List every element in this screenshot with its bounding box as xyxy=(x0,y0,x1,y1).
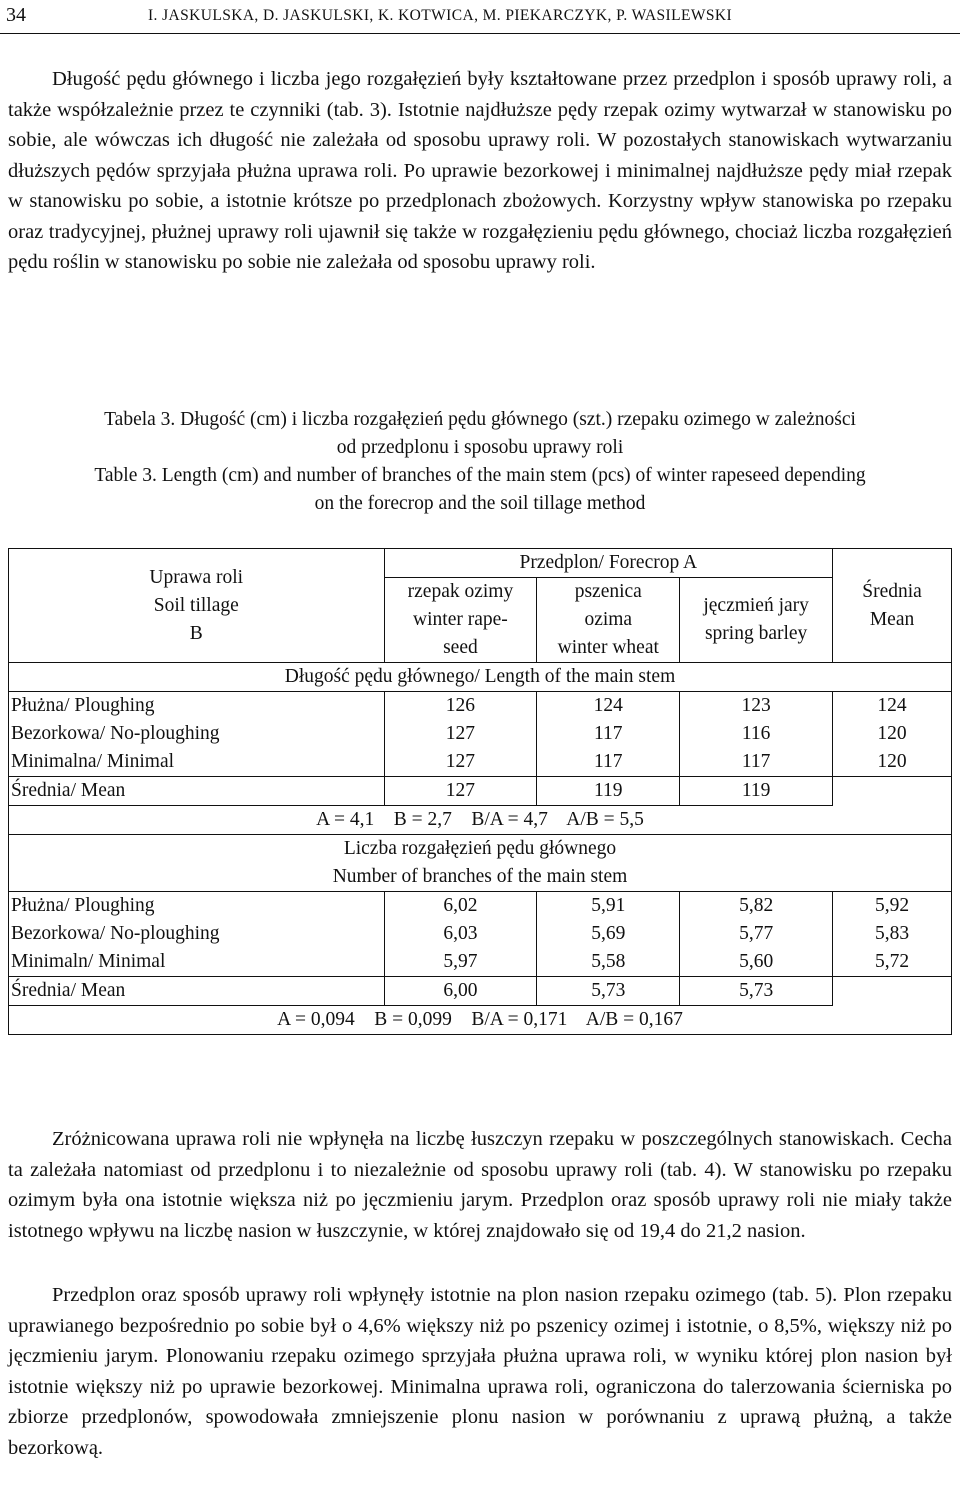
cell-mean: 120 xyxy=(833,748,952,777)
mean-header-pl: Średnia xyxy=(862,580,922,602)
cell-barley: 5,73 xyxy=(680,977,833,1006)
table-row xyxy=(9,948,952,977)
cell-wheat: 5,58 xyxy=(537,948,680,977)
cell-rapeseed: 6,03 xyxy=(384,920,537,948)
running-head: I. JASKULSKA, D. JASKULSKI, K. KOTWICA, M. PIEKARCZYK, P. WASILEWSKI xyxy=(148,7,733,24)
cell-rapeseed: 6,02 xyxy=(384,892,537,921)
table-caption-polish xyxy=(8,406,952,462)
row-label: Płużna/ Ploughing xyxy=(9,892,385,921)
row-label: Średnia/ Mean xyxy=(9,777,385,806)
row-label: Średnia/ Mean xyxy=(9,977,385,1006)
caption-pl-line2: od przedplonu i sposobu uprawy roli xyxy=(336,437,624,458)
col-barley-en: spring barley xyxy=(704,623,808,644)
tillage-header-cell xyxy=(9,549,385,663)
header-rule xyxy=(0,33,960,34)
cell-rapeseed: 5,97 xyxy=(384,948,537,977)
cell-wheat: 119 xyxy=(537,777,680,806)
table-caption-english xyxy=(8,462,952,518)
page-header xyxy=(0,0,960,34)
cell-barley: 123 xyxy=(680,692,833,721)
table-row xyxy=(9,777,952,806)
row-label: Minimaln/ Minimal xyxy=(9,948,385,977)
row-label: Płużna/ Ploughing xyxy=(9,692,385,721)
col-wheat-1: pszenica xyxy=(537,578,680,607)
table-row xyxy=(9,977,952,1006)
caption-en-line1: Table 3. Length (cm) and number of branches of the main stem (pcs) of winter rapeseed depending xyxy=(94,465,866,486)
cell-rapeseed: 127 xyxy=(384,777,537,806)
tillage-header-factor: B xyxy=(189,622,203,644)
mean-header-cell xyxy=(833,549,952,663)
cell-rapeseed: 6,00 xyxy=(384,977,537,1006)
row-label: Bezorkowa/ No-ploughing xyxy=(9,920,385,948)
table-row xyxy=(9,892,952,921)
cell-rapeseed: 126 xyxy=(384,692,537,721)
cell-wheat: 5,73 xyxy=(537,977,680,1006)
col-barley-header xyxy=(680,578,833,663)
col-rapeseed-3: seed xyxy=(384,634,537,663)
branches-section-heading-en: Number of branches of the main stem xyxy=(9,863,952,892)
table-row xyxy=(9,920,952,948)
cell-mean: 5,72 xyxy=(833,948,952,977)
tillage-header-en: Soil tillage xyxy=(153,594,239,616)
cell-barley: 5,60 xyxy=(680,948,833,977)
caption-en-line2: on the forecrop and the soil tillage method xyxy=(314,493,646,514)
cell-wheat: 117 xyxy=(537,720,680,748)
cell-rapeseed: 127 xyxy=(384,748,537,777)
paragraph-3: Przedplon oraz sposób uprawy roli wpłynęły istotnie na plon nasion rzepaku ozimego (tab. 5). Plon rzepaku uprawianego bezpośrednio po sobie był o 4,6% większy niż po pszenicy ozimej i istotnie, o 8,5%, większy niż po jęczmieniu jarym. Plonowaniu rzepaku ozimego sprzyjała płużna uprawa roli, w wyniku której plon nasion był istotnie większy niż po uprawie bezorkowej. Minimalna uprawa roli, ograniczona do talerzowania ścierniska po zbiorze przedplonów, spowodowała zmniejszenie plonu nasion w porównaniu z uprawą płużną, a także bezorkową. xyxy=(8,1284,952,1459)
row-label: Bezorkowa/ No-ploughing xyxy=(9,720,385,748)
branches-lsd: A = 0,094 B = 0,099 B/A = 0,171 A/B = 0,167 xyxy=(9,1006,952,1035)
cell-mean: 5,83 xyxy=(833,920,952,948)
col-rapeseed-2: winter rape- xyxy=(384,606,537,634)
forecrop-header: Przedplon/ Forecrop A xyxy=(384,549,833,578)
cell-mean: 120 xyxy=(833,720,952,748)
table-row xyxy=(9,748,952,777)
length-section-heading: Długość pędu głównego/ Length of the main stem xyxy=(9,663,952,692)
cell-barley: 5,82 xyxy=(680,892,833,921)
cell-wheat: 5,69 xyxy=(537,920,680,948)
paragraph-1: Długość pędu głównego i liczba jego rozgałęzień były kształtowane przez przedplon i sposób uprawy roli, a także współzależnie przez te czynniki (tab. 3). Istotnie najdłuższe pędy rzepak ozimy wytwarzał w stanowisku po sobie, ale wówczas ich długość nie zależała od sposobu uprawy roli. W pozostałych stanowiskach wytwarzaniu dłuższych pędów sprzyjała płużna uprawa roli. Po uprawie bezorkowej i minimalnej najdłuższe pędy miał rzepak w stanowisku po sobie, a istotnie krótsze po przedplonach zbożowych. Korzystny wpływ stanowiska po rzepaku oraz tradycyjnej, płużnej uprawy roli ujawnił się także w rozgałęzieniu pędu głównego, chociaż liczba rozgałęzień pędu roślin w stanowisku po sobie nie zależała od sposobu uprawy roli. xyxy=(8,68,952,273)
data-table xyxy=(8,548,952,1035)
cell-mean: 124 xyxy=(833,692,952,721)
cell-barley: 116 xyxy=(680,720,833,748)
cell-mean: 5,92 xyxy=(833,892,952,921)
paragraph-2: Zróżnicowana uprawa roli nie wpłynęła na liczbę łuszczyn rzepaku w poszczególnych stanowiskach. Cecha ta zależała natomiast od przedplonu i to niezależnie od sposobu uprawy roli (tab. 4). W stanowisku po rzepaku ozimym była ona istotnie większa niż po jęczmieniu jarym. Przedplon oraz sposób uprawy roli nie miały także istotnego wpływu na liczbę nasion w łuszczynie, w której znajdowało się od 19,4 do 21,2 nasion. xyxy=(8,1128,952,1242)
table-row xyxy=(9,692,952,721)
page-number: 34 xyxy=(6,4,26,26)
col-wheat-3: winter wheat xyxy=(537,634,680,663)
row-label: Minimalna/ Minimal xyxy=(9,748,385,777)
col-rapeseed-1: rzepak ozimy xyxy=(384,578,537,607)
cell-barley: 5,77 xyxy=(680,920,833,948)
table-row xyxy=(9,720,952,748)
cell-wheat: 117 xyxy=(537,748,680,777)
cell-barley: 117 xyxy=(680,748,833,777)
cell-wheat: 5,91 xyxy=(537,892,680,921)
cell-barley: 119 xyxy=(680,777,833,806)
tillage-header-pl: Uprawa roli xyxy=(149,566,244,588)
col-wheat-2: ozima xyxy=(537,606,680,634)
length-lsd: A = 4,1 B = 2,7 B/A = 4,7 A/B = 5,5 xyxy=(9,806,952,835)
cell-mean xyxy=(833,977,952,1006)
caption-pl-line1: Tabela 3. Długość (cm) i liczba rozgałęzień pędu głównego (szt.) rzepaku ozimego w zależności xyxy=(104,409,856,430)
branches-section-heading-pl: Liczba rozgałęzień pędu głównego xyxy=(9,835,952,864)
cell-rapeseed: 127 xyxy=(384,720,537,748)
mean-header-en: Mean xyxy=(869,608,915,630)
cell-wheat: 124 xyxy=(537,692,680,721)
cell-mean xyxy=(833,777,952,806)
col-barley-pl: jęczmień jary xyxy=(703,595,809,616)
